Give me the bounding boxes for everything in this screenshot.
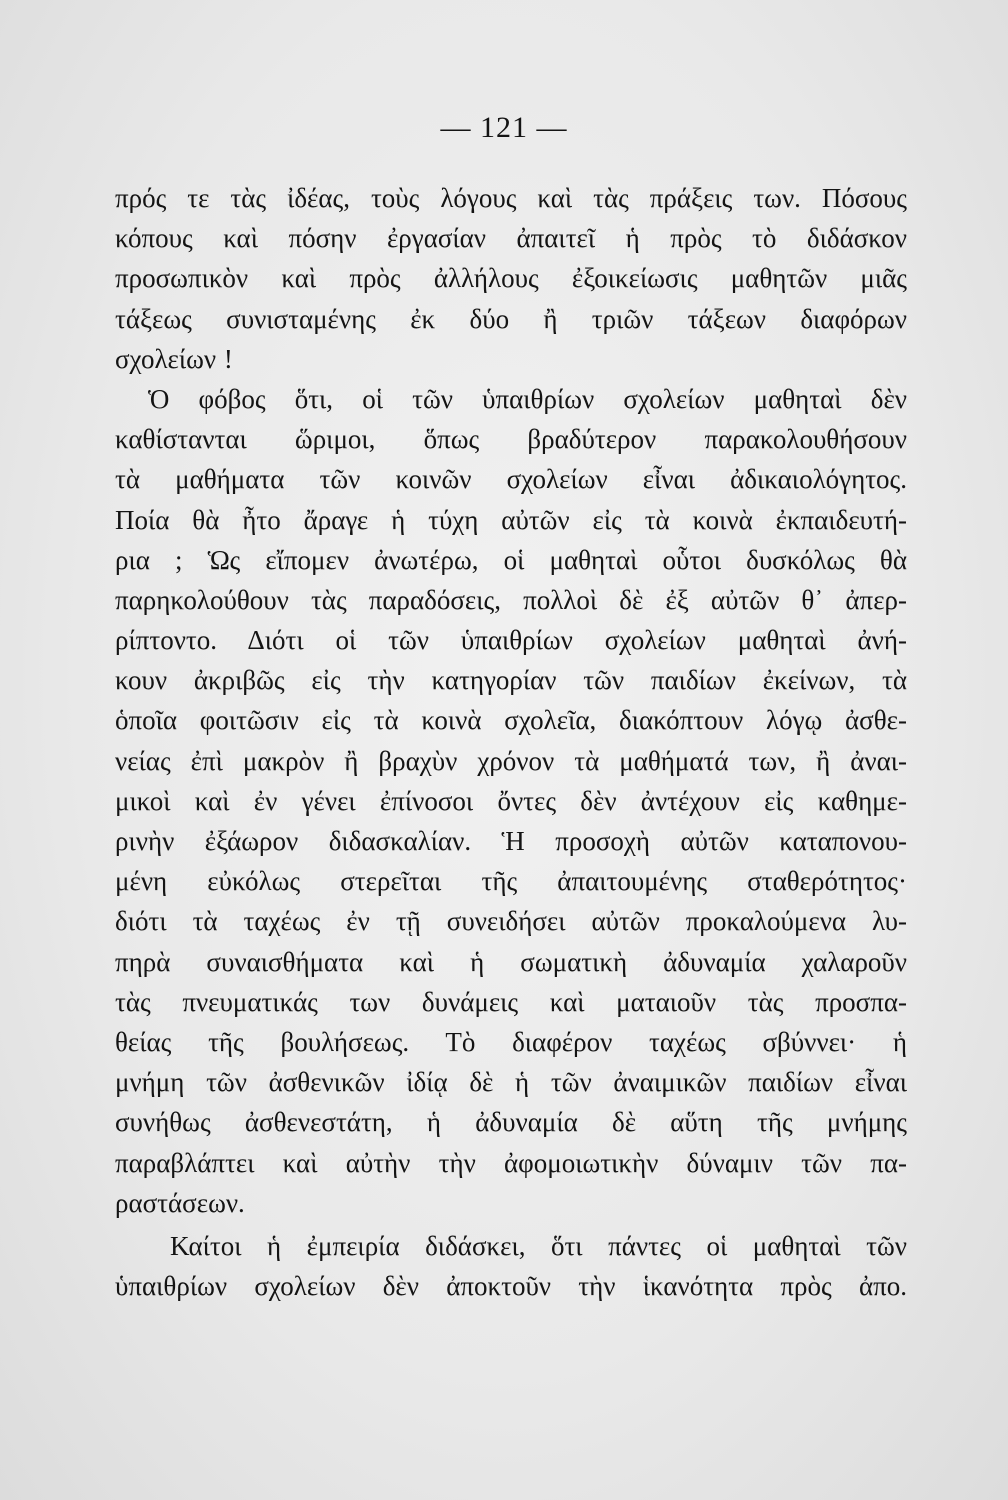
text-line: Καίτοι ἡ ἐμπειρία διδάσκει, ὅτι πάντες οἱ μαθηταὶ τῶν: [170, 1230, 907, 1261]
text-line: ρινὴν ἐξάωρον διδασκαλίαν. Ἡ προσοχὴ αὐτῶν καταπονου-: [115, 826, 907, 856]
text-line: διότι τὰ ταχέως ἐν τῇ συνειδήσει αὐτῶν προκαλούμενα λυ-: [115, 906, 907, 937]
text-line: ὁποῖα φοιτῶσιν εἰς τὰ κοινὰ σχολεῖα, διακόπτουν λόγῳ ἀσθε-: [115, 705, 907, 736]
text-line: παραβλάπτει καὶ αὐτὴν τὴν ἀφομοιωτικὴν δύναμιν τῶν πα-: [115, 1147, 907, 1178]
text-line: Ποία θὰ ἦτο ἄραγε ἡ τύχη αὐτῶν εἰς τὰ κοινὰ ἐκπαιδευτή-: [115, 504, 907, 535]
paragraph: [115, 178, 907, 379]
text-line: συνήθως ἀσθενεστάτη, ἡ ἀδυναμία δὲ αὕτη τῆς μνήμης: [115, 1107, 907, 1138]
text-line: Ὁ φόβος ὅτι, οἱ τῶν ὑπαιθρίων σχολείων μαθηταὶ δὲν: [148, 383, 907, 414]
text-line: ὑπαιθρίων σχολείων δὲν ἀποκτοῦν τὴν ἱκανότητα πρὸς ἀπο.: [115, 1271, 907, 1302]
text-line: τὰς πνευματικάς των δυνάμεις καὶ ματαιοῦν τὰς προσπα-: [115, 986, 907, 1017]
text-line: μένη εὐκόλως στερεῖται τῆς ἀπαιτουμένης σταθερότητος·: [115, 866, 907, 897]
text-line: ρια ; Ὡς εἴπομεν ἀνωτέρω, οἱ μαθηταὶ οὗτοι δυσκόλως θὰ: [115, 544, 907, 575]
text-line: ραστάσεων.: [115, 1187, 245, 1218]
text-line: νείας ἐπὶ μακρὸν ἢ βραχὺν χρόνον τὰ μαθήματά των, ἢ ἀναι-: [115, 745, 907, 776]
text-line: προσωπικὸν καὶ πρὸς ἀλλήλους ἐξοικείωσις μαθητῶν μιᾶς: [115, 263, 907, 294]
text-line: μνήμη τῶν ἀσθενικῶν ἰδίᾳ δὲ ἡ τῶν ἀναιμικῶν παιδίων εἶναι: [115, 1067, 907, 1098]
text-line: κουν ἀκριβῶς εἰς τὴν κατηγορίαν τῶν παιδίων ἐκείνων, τὰ: [115, 665, 907, 696]
paragraph: [115, 1226, 907, 1306]
text-line: θείας τῆς βουλήσεως. Τὸ διαφέρον ταχέως σβύννει· ἡ: [115, 1026, 907, 1057]
text-line: πηρὰ συναισθήματα καὶ ἡ σωματικὴ ἀδυναμία χαλαροῦν: [115, 946, 907, 977]
text-block: [115, 178, 907, 1306]
text-line: σχολείων !: [115, 343, 233, 374]
text-line: καθίστανται ὥριμοι, ὅπως βραδύτερον παρακολουθήσουν: [115, 424, 907, 455]
text-line: τάξεως συνισταμένης ἐκ δύο ἢ τριῶν τάξεων διαφόρων: [115, 303, 907, 334]
text-line: τὰ μαθήματα τῶν κοινῶν σχολείων εἶναι ἀδικαιολόγητος.: [115, 464, 907, 495]
page-number: — 121 —: [440, 111, 568, 144]
text-line: κόπους καὶ πόσην ἐργασίαν ἀπαιτεῖ ἡ πρὸς τὸ διδάσκον: [115, 223, 907, 254]
text-line: μικοὶ καὶ ἐν γένει ἐπίνοσοι ὄντες δὲν ἀντέχουν εἰς καθημε-: [115, 785, 907, 816]
text-line: ρίπτοντο. Διότι οἱ τῶν ὑπαιθρίων σχολείων μαθηταὶ ἀνή-: [115, 625, 907, 656]
text-line: πρός τε τὰς ἰδέας, τοὺς λόγους καὶ τὰς πράξεις των. Πόσους: [115, 183, 907, 213]
text-line: παρηκολούθουν τὰς παραδόσεις, πολλοὶ δὲ ἐξ αὐτῶν θ᾽ ἀπερ-: [115, 584, 907, 615]
paragraph: [115, 379, 907, 1223]
